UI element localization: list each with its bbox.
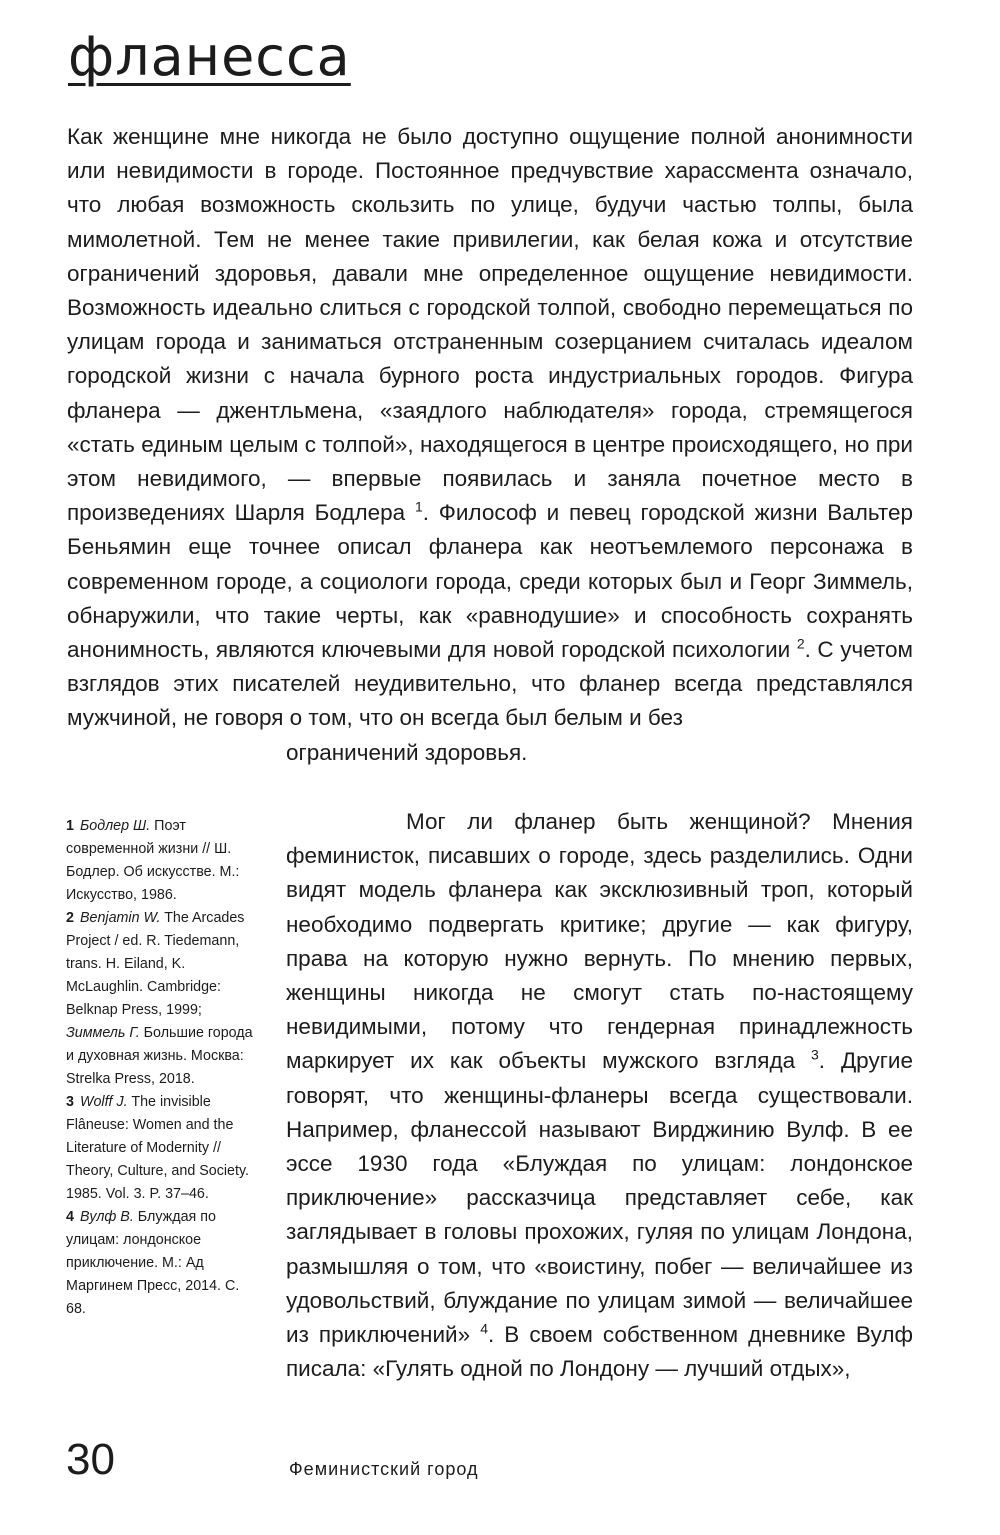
section-heading: фланесса <box>68 25 351 88</box>
footnotes-list <box>66 815 256 1321</box>
footnote-3: 3 Wolff J. The invisible Flâneuse: Women and the Literature of Modernity // Theory, Culture, and Society. 1985. Vol. 3. P. 37–46. <box>66 1094 250 1202</box>
footnote-ref-1[interactable]: 1 <box>414 498 423 515</box>
footnote-ref-3[interactable]: 3 <box>811 1046 819 1063</box>
footnote-4: 4 Вулф В. Блуждая по улицам: лондонское приключение. М.: Ад Маргинем Пресс, 2014. С. 68. <box>66 1209 240 1317</box>
footnote-ref-4[interactable]: 4 <box>480 1320 488 1337</box>
footnote-ref-2[interactable]: 2 <box>796 635 805 652</box>
page-number: 30 <box>66 1435 115 1484</box>
body-paragraph-2: Мог ли фланер быть женщиной? Мнения феминисток, писавших о городе, здесь разделились. Одни видят модель фланера как эксклюзивный троп, который необходимо подвергать критике; другие — как фигуру, права на которую нужно вернуть. По мнению первых, женщины никогда не смогут стать по-настоящему невидимыми, потому что гендерная принадлежность маркирует их как объекты мужского взгляда $^3$. Другие говорят, что женщины-фланеры всегда существовали. Например, фланессой называют Вирджинию Вулф. В ее эссе 1930 года «Блуждая по улицам: лондонское приключение» рассказчица представляет себе, как заглядывает в головы прохожих, гуляя по улицам Лондона, размышляя о том, что «воистину, побег — величайшее из удовольствий, блуждание по улицам зимой — величайшее из приключений» $^4$. В своем собственном дневнике Вулф писала: «Гулять одной по Лондону — лучший отдых», <box>286 809 913 1382</box>
footnote-2: 2 Benjamin W. The Arcades Project / ed. R. Tiedemann, trans. H. Eiland, K. McLaughlin. Cambridge: Belknap Press, 1999; Зиммель Г. Большие города и духовная жизнь. Москва: Strelka Press, 2018. <box>66 910 253 1087</box>
body-paragraph-1-tail: ограничений здоровья. <box>286 739 528 765</box>
body-paragraph-1: Как женщине мне никогда не было доступно ощущение полной анонимности или невидимости в городе. Постоянное предчувствие харассмента означало, что любая возможность скользить по улице, будучи частью толпы, была мимолетной. Тем не менее такие привилегии, как белая кожа и отсутствие ограничений здоровья, давали мне определенное ощущение невидимости. Возможность идеально слиться с городской толпой, свободно перемещаться по улицам города и заниматься отстраненным созерцанием считалась идеалом городской жизни с начала бурного роста индустриальных городов. Фигура фланера — джентльмена, «заядлого наблюдателя» города, стремящегося «стать единым целым с толпой», находящегося в центре происходящего, но при этом невидимого, — впервые появилась и заняла почетное место в произведениях Шарля Бодлера $^1$. Философ и певец городской жизни Вальтер Беньямин еще точнее описал фланера как неотъемлемого персонажа в современном городе, а социологи города, среди которых был и Георг Зиммель, обнаружили, что такие черты, как «равнодушие» и способность сохранять анонимность, являются ключевыми для новой городской психологии $^2$. С учетом взглядов этих писателей неудивительно, что фланер всегда представлялся мужчиной, не говоря о том, что он всегда был белым и без ограничений здоровья. <box>67 120 913 770</box>
footnote-1: 1 Бодлер Ш. Поэт современной жизни // Ш. Бодлер. Об искусстве. М.: Искусство, 1986. <box>66 818 240 903</box>
running-footer-title: Феминистский город <box>289 1459 479 1479</box>
